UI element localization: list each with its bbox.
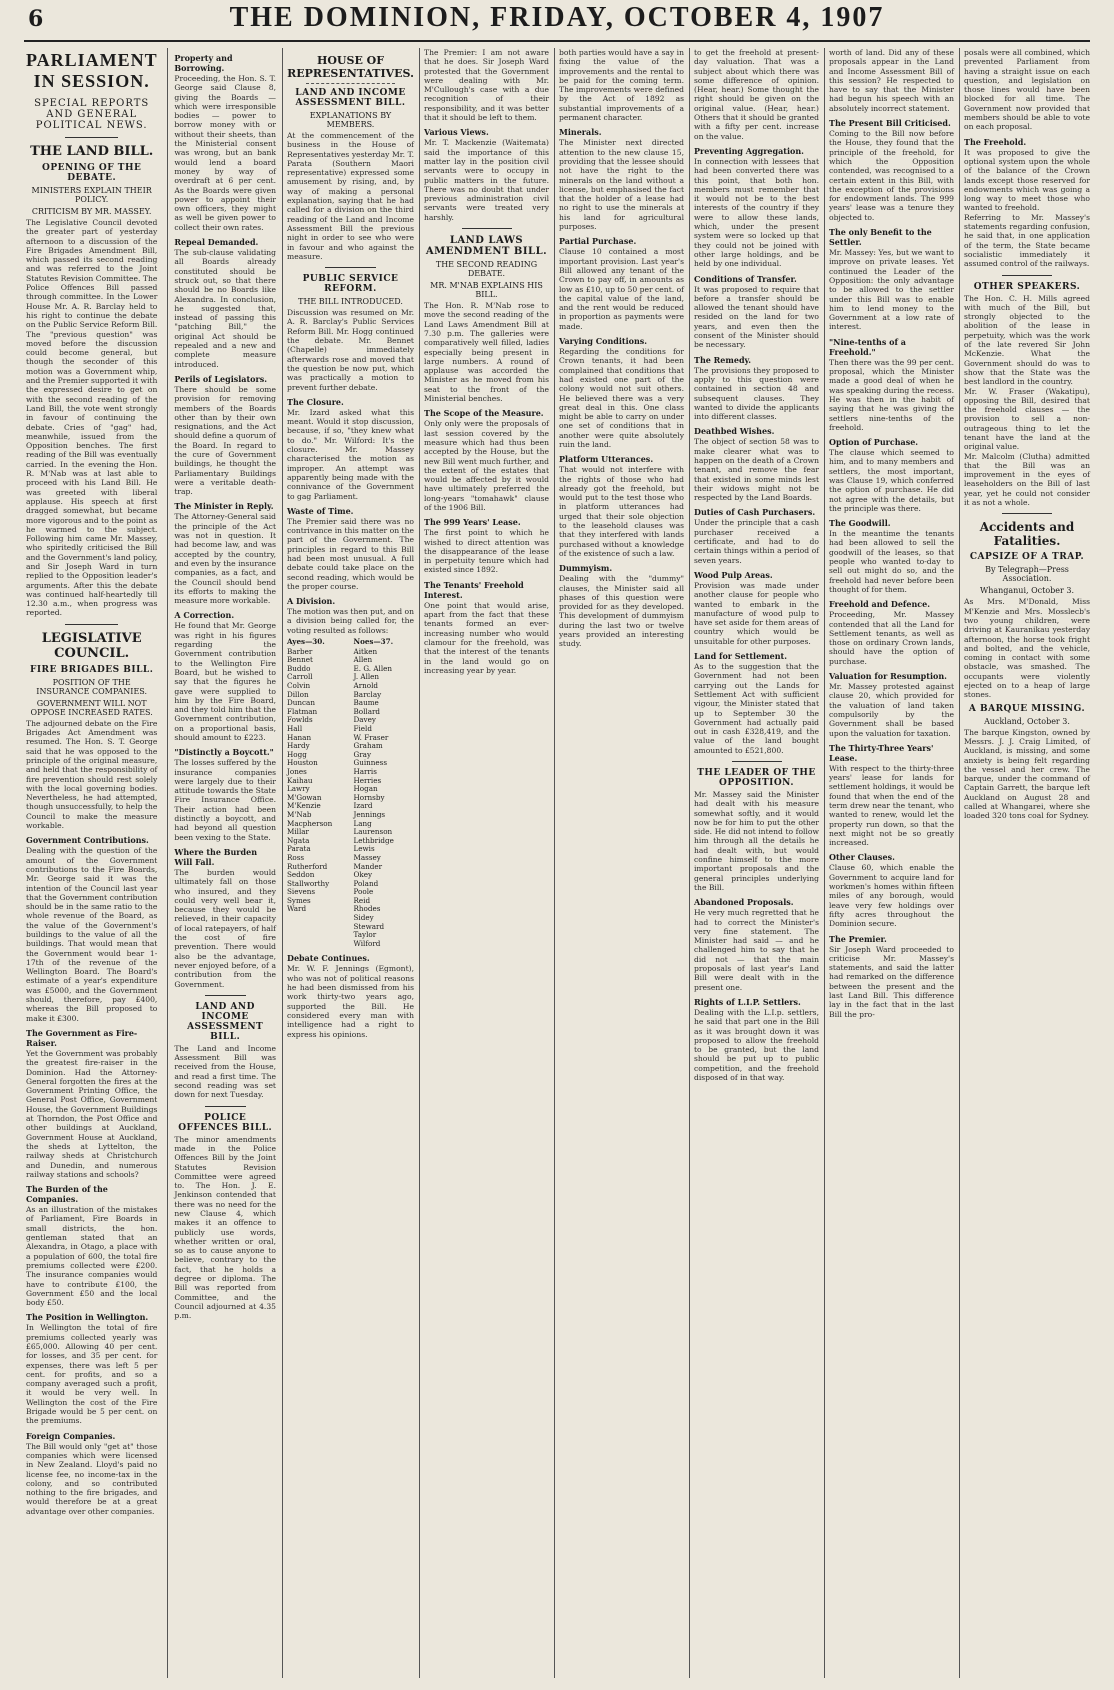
section-heading: The 999 Years' Lease. bbox=[424, 517, 521, 528]
member-name: Barber bbox=[287, 646, 313, 656]
opposition-title: THE LEADER OF THE OPPOSITION. bbox=[697, 768, 816, 788]
council-deck-3: GOVERNMENT WILL NOT OPPOSE INCREASED RATES. bbox=[30, 698, 153, 717]
member-name: Poole bbox=[353, 887, 374, 897]
section-text: Mr. T. Mackenzie (Waitemata) said the importance of this matter lay in the position civil servants were to occupy in public matters in the future. There was no doubt that under previous administration civil servants were treated very harshly. bbox=[424, 138, 549, 222]
member-name: Allen bbox=[353, 655, 373, 665]
section-heading: The Tenants' Freehold Interest. bbox=[424, 579, 524, 600]
section-heading: Abandoned Proposals. bbox=[694, 897, 794, 908]
member-name: Graham bbox=[353, 741, 383, 751]
land-laws-sub: THE SECOND READING DEBATE. bbox=[435, 260, 538, 279]
divider bbox=[65, 137, 118, 138]
section-text: Only only were the proposals of last session covered by the measure which had thus been accepted by the House, but the new Bill went much further, and the extent of the estates that would be affected by it would have ultimately preferred the long-years "tomahawk" clause of the 1906 Bill. bbox=[424, 419, 549, 512]
council-article: The adjourned debate on the Fire Brigades Act Amendment was resumed. The Hon. S. T. George said that he was opposed to the principle of the original measure, and held that the responsibility of fire prevention should rest solely with the local governing bodies. Nevertheless, he had attempted, though unsuccessfully, to help the Council to make the measure workable. bbox=[26, 718, 158, 831]
intro-text: both parties would have a say in fixing the value of the improvements and the rental to be paid for the coming term. The improvements were defined by the Act of 1892 as substantial improvements of a permanent character. bbox=[559, 48, 684, 123]
member-name: W. Fraser bbox=[353, 732, 389, 742]
page-number: 6 bbox=[28, 6, 44, 32]
section-text: Proceeding, the Hon. S. T. George said Clause 8, giving the Boards — which were irresponsible bodies — power to borrow money with or without their sheets, than the Ministerial consent was wrong, but an bank would lend a board money by way of overdraft at 6 per cent. As the Boards were given power to appoint their own officers, they might as well be given power to collect their own rates. bbox=[174, 74, 276, 232]
section-heading: The Government as Fire-Raiser. bbox=[26, 1027, 138, 1048]
column-divider bbox=[824, 48, 825, 1678]
column-1b bbox=[167, 48, 276, 1678]
section-heading: The Position in Wellington. bbox=[26, 1312, 149, 1323]
section-heading: Deathbed Wishes. bbox=[694, 426, 775, 437]
intro-text: worth of land. Did any of these proposals appear in the Land and Income Assessment Bill of this session? He respected to have to say that the Minister had begun his speech with an absolutely incorrect statement. bbox=[829, 48, 954, 113]
column-6 bbox=[694, 48, 819, 1678]
land-laws-deck: MR. M'NAB EXPLAINS HIS BILL. bbox=[430, 281, 543, 300]
member-name: Millar bbox=[287, 827, 309, 837]
column-3 bbox=[287, 48, 414, 1678]
section-text: The sub-clause validating all Boards already constituted should be struck out, so that there should be no Boards like Alexandra. In conclusion, he suggested that, instead of passing this "patching Bill," the original Act should be repealed and a new and complete measure introduced. bbox=[174, 248, 276, 369]
member-name: Lang bbox=[353, 818, 372, 828]
member-name: Hornsby bbox=[353, 792, 385, 802]
section-text: With respect to the thirty-three years' lease for lands for settlement holdings, it would be found that when the end of the term drew near the tenant, who wanted to renew, would let the property run down, so that the next might not be so greatly increased. bbox=[829, 763, 954, 848]
member-name: Bennet bbox=[287, 655, 313, 665]
section-text: Clause 10 contained a most important provision. Last year's Bill allowed any tenant of the Crown to pay off, in amounts as low as £10, up to 50 per cent. of the capital value of the land, and the rent would be reduced in proportion as payments were made. bbox=[559, 247, 684, 331]
member-name: Lewis bbox=[353, 844, 375, 854]
member-name: Fowlds bbox=[287, 715, 313, 725]
section-heading: A Correction. bbox=[174, 610, 235, 621]
noes-names bbox=[354, 648, 415, 949]
section-heading: The Minister in Reply. bbox=[174, 501, 274, 512]
member-name: Taylor bbox=[353, 930, 377, 940]
section-heading: The Closure. bbox=[287, 396, 344, 407]
section-text: Mr. Malcolm (Clutha) admitted that the Bill was an improvement in the eyes of leaseholders on the Bill of last year, yet he could not consider it as not a whole. bbox=[964, 451, 1090, 508]
section-text: In the meantime the tenants had been allowed to sell the goodwill of the leases, so that people who wanted to-day to sell out might do so, and the freehold had never before been thought of for them. bbox=[829, 529, 954, 594]
section-text: The Hon. C. H. Mills agreed with much of the Bill, but strongly objected to the abolition of the lease in perpetuity, which was the work of the late revered Sir John McKenzie. What the Government should do was to show that the State was the best landlord in the country. bbox=[964, 293, 1090, 387]
member-name: Rhodes bbox=[353, 904, 381, 914]
section-heading: The Goodwill. bbox=[829, 518, 891, 529]
section-heading: Option of Purchase. bbox=[829, 437, 919, 448]
section-text: Referring to Mr. Massey's statements regarding confusion, he said that, in one application of the term, the State became socialistic immediately it assumed control of the railways. bbox=[964, 212, 1090, 269]
section-text: Regarding the conditions for Crown tenants, it had been complained that conditions that had existed one part of the colony would not suit others. He believed there was a very great deal in this. One class might be able to carry on under one set of conditions that in another were quite absolutely ruin the land. bbox=[559, 347, 684, 449]
intro-text: to get the freehold at present-day valuation. That was a subject about which there was some difference of opinion. (Hear, hear.) Some thought the right should be given on the original value. (Hear, hear.) Others that it should be granted with a fifty per cent. increase on the value. bbox=[694, 48, 819, 141]
member-name: Wilford bbox=[353, 938, 381, 948]
section-heading: Property and Borrowing. bbox=[174, 53, 233, 73]
section-text: Then there was the 99 per cent. proposal, which the Minister made a good deal of when he was speaking during the recess. He was then in the habit of saying that he was giving the settlers nine-tenths of the freehold. bbox=[829, 357, 954, 432]
section-text: Proceeding, Mr. Massey contended that all the Land for Settlement tenants, as well as those on ordinary Crown lands, should have the option of purchase. bbox=[829, 610, 954, 666]
member-name: Ngata bbox=[287, 835, 310, 845]
section-text: The Minister next directed attention to the new clause 15, providing that the lessee should not have the right to the minerals on the land without a license, but emphasised the fact that the holder of a lease had no right to use the minerals at his land for agricultural purposes. bbox=[559, 138, 684, 232]
member-name: Laurenson bbox=[353, 827, 393, 837]
section-text: The Attorney-General said the principle of the Act was not in question. It had become law, and was accepted by the country, and even by the insurance companies, as a fact, and the Council should bend its efforts to making the measure more workable. bbox=[174, 512, 276, 606]
member-name: Houston bbox=[287, 758, 318, 768]
member-name: Symes bbox=[287, 895, 311, 905]
ayes-list bbox=[287, 638, 348, 948]
member-name: Aitken bbox=[353, 646, 378, 656]
land-laws-text: The Hon. R. M'Nab rose to move the second reading of the Land Laws Amendment Bill at 7.30 p.m. The galleries were comparatively well filled, ladies especially being present in large numbers. A round of applause was accorded the Minister as he moved from his seat to the front of the Ministerial benches. bbox=[424, 301, 549, 404]
section-heading: A Division. bbox=[287, 596, 336, 607]
section-text: The Bill would only "get at" those companies which were licensed in New Zealand. Lloyd's paid no license fee, no income-tax in the colony, and so contributed nothing to the fire brigades, and would therefore be at a great advantage over other companies. bbox=[26, 1441, 158, 1516]
column-divider bbox=[689, 48, 690, 1678]
psr-sub: THE BILL INTRODUCED. bbox=[298, 297, 403, 307]
member-name: Arnold bbox=[353, 681, 378, 691]
section-text: Mr. Izard asked what this meant. Would it stop discussion, because, if so, "they knew what to do." Mr. Wilford: It's the closure. Mr. Massey characterised the motion as improper. An attempt was apparently being made with the connivance of the Government to gag Parliament. bbox=[287, 407, 414, 501]
council-deck-1: FIRE BRIGADES BILL. bbox=[29, 664, 154, 675]
masthead bbox=[0, 0, 1114, 40]
section-text: Dealing with the "dummy" clauses, the Minister said all phases of this question were provided for as they developed. This development of dummyism during the last two or twelve years provided an interesting study. bbox=[559, 574, 684, 649]
member-name: M'Gowan bbox=[287, 792, 322, 802]
member-name: Jones bbox=[287, 766, 307, 776]
section-text: Coming to the Bill now before the House, they found that the principle of the freehold, for which the Opposition contended, was recognised to a certain extent in this Bill, with the exception of the provisions for endowment lands. The 999 years' lease was a tenure they objected to. bbox=[829, 129, 954, 222]
section-text: The losses suffered by the insurance companies were largely due to their attitude towards the State Fire Insurance Office. Their action had been distinctly a boycott, and had beyond all question been vexing to the State. bbox=[174, 758, 276, 842]
section-text: One point that would arise, apart from the fact that these tenants formed an ever-increasing number who would clamour for the freehold, was that the interest of the tenants in the land would go on increasing year by year. bbox=[424, 600, 549, 675]
li-head: LAND AND INCOME ASSESSMENT BILL. bbox=[295, 88, 406, 108]
divider bbox=[65, 624, 118, 625]
member-name: Reid bbox=[353, 895, 371, 905]
section-heading: The Present Bill Criticised. bbox=[829, 118, 951, 129]
divider bbox=[205, 995, 246, 996]
section-heading: Land for Settlement. bbox=[694, 651, 788, 662]
council-title: LEGISLATIVE COUNCIL. bbox=[41, 630, 142, 661]
section-heading: The only Benefit to the Settler. bbox=[829, 227, 932, 248]
member-name: M'Kenzie bbox=[287, 801, 321, 811]
council-deck-2: POSITION OF THE INSURANCE COMPANIES. bbox=[36, 677, 148, 696]
divider bbox=[1002, 275, 1052, 276]
section-text: In connection with lessees that had been converted there was this point, that both hon. members must remember that it would not be to the best interests of the country if they were to allow these lands, which, under the present system were so locked up that they could not be joined with other large holdings, and be held by one individual. bbox=[694, 156, 819, 269]
member-name: Herries bbox=[353, 775, 382, 785]
section-text: The Premier said there was no contrivance in this matter on the part of the Government. The principles in regard to this Bill had been most unusual. A full debate could take place on the second reading, which would be the proper course. bbox=[287, 516, 414, 591]
section-text: It was proposed to require that before a transfer should be allowed the tenant should have resided on the land for two years, and even then the consent of the Minister should be necessary. bbox=[694, 284, 819, 350]
column-divider bbox=[959, 48, 960, 1678]
section-text: It was proposed to give the optional system upon the whole of the balance of the Crown lands except those reserved for endowments which was going a long way to meet those who wanted to freehold. bbox=[964, 147, 1090, 213]
section-text: Clause 60, which enable the Government to acquire land for workmen's homes within fifteen miles of any borough, would leave very few holdings over fifty acres throughout the Dominion secure. bbox=[829, 863, 954, 929]
section-heading: The Scope of the Measure. bbox=[424, 408, 544, 419]
ayes-names bbox=[287, 648, 348, 914]
section-heading: Rights of L.I.P. Settlers. bbox=[694, 996, 801, 1007]
member-name: Sievens bbox=[287, 887, 316, 897]
land-bill-deck-1: OPENING OF THE DEBATE. bbox=[41, 163, 142, 183]
member-name: Bollard bbox=[353, 706, 381, 716]
land-bill-deck-2: MINISTERS EXPLAIN THEIR POLICY. bbox=[31, 186, 152, 204]
section-heading: Foreign Companies. bbox=[26, 1430, 116, 1441]
member-name: Lawry bbox=[287, 784, 310, 794]
section-text: Under the principle that a cash purchaser received a certificate, and had to do certain things within a period of seven years. bbox=[694, 518, 819, 565]
member-name: Kaihau bbox=[287, 775, 313, 785]
column-divider bbox=[554, 48, 555, 1678]
member-name: Okey bbox=[353, 870, 373, 880]
section-text: The provisions they proposed to apply to this question were contained in section 48 and subsequent clauses. They wanted to divide the applicants into different classes. bbox=[694, 365, 819, 422]
opposition-text: Mr. Massey said the Minister had dealt with his measure somewhat softly, and it would now be for him to put the other side. He did not intend to follow him through all the details he had dealt with, but would confine himself to the more important proposals and the general principles underlying the Bill. bbox=[694, 790, 819, 892]
section-text: The burden would ultimately fall on those who insured, and they could very well bear it, because they would be relieved, in their capacity of local ratepayers, of half the cost of fire prevention. There would also be the advantage, never enjoyed before, of a contribution from the Government. bbox=[174, 867, 276, 989]
section-heading: Duties of Cash Purchasers. bbox=[694, 507, 816, 518]
section-heading: The Burden of the Companies. bbox=[26, 1184, 108, 1205]
section-text: That would not interfere with the rights of those who had already got the freehold, but would put to the test those who in platform utterances had urged that their sole objection to the leasehold clauses was that they interfered with lands purchased without a knowledge of the existence of such a law. bbox=[559, 465, 684, 558]
section-heading: Valuation for Resumption. bbox=[829, 671, 947, 682]
divider bbox=[732, 761, 782, 762]
barque-text: The barque Kingston, owned by Messrs. J. J. Craig Limited, of Auckland, is missing, and some anxiety is being felt regarding the vessel and her crew. The barque, under the command of Captain Garrett, the barque left Auckland on August 28 and called at Whangarei, where she loaded 320 tons coal for Sydney. bbox=[964, 727, 1090, 821]
premier-text: The Premier: I am not aware that he does. Sir Joseph Ward protested that the Government were dealing with Mr. M'Cullough's case with a due recognition of their responsibility, and it was better that it should be left to them. bbox=[424, 48, 549, 123]
land-income-text: The Land and Income Assessment Bill was received from the House, and read a first time. The second reading was set down for next Tuesday. bbox=[174, 1043, 276, 1100]
member-name: Guinness bbox=[353, 758, 388, 768]
member-name: Parata bbox=[287, 844, 311, 854]
section-text: Mr. Massey: Yes, but we want to improve on private leases. Yet continued the Leader of the Opposition: the only advantage to be allowed to the settler under this Bill was to enable him to lend money to the Government at a low rate of interest. bbox=[829, 248, 954, 332]
member-name: Buddo bbox=[287, 663, 311, 673]
section-text: Provision was made under another clause for people who wanted to embark in the manufacture of wood pulp to have set aside for them areas of country which would be unsuitable for other purposes. bbox=[694, 580, 819, 646]
land-laws-title: LAND LAWS AMENDMENT BILL. bbox=[425, 235, 548, 258]
noes-list bbox=[354, 638, 415, 948]
column-divider bbox=[419, 48, 420, 1678]
member-name: Hardy bbox=[287, 741, 310, 751]
member-name: Flatman bbox=[287, 706, 318, 716]
section-heading: "Nine-tenths of a Freehold." bbox=[829, 336, 906, 357]
section-text: Dealing with the L.I.p. settlers, he said that part one in the Bill as it was brought down it was proposed to allow the freehold to be granted, but the land should be put up to public competition, and the freehold disposed of in that way. bbox=[694, 1007, 819, 1083]
section-heading: Dummyism. bbox=[559, 563, 613, 574]
newspaper-title: THE DOMINION, FRIDAY, OCTOBER 4, 1907 bbox=[229, 2, 885, 33]
section-text: The clause which seemed to him, and to many members and settlers, the most important, was Clause 19, which conferred the option of purchase. He did not agree with the details, but the principle was there. bbox=[829, 448, 954, 513]
section-heading: Varying Conditions. bbox=[559, 336, 648, 347]
member-name: Jennings bbox=[353, 809, 386, 819]
section-heading: The Premier. bbox=[829, 933, 887, 944]
land-income-title: LAND AND INCOME ASSESSMENT BILL. bbox=[187, 1001, 264, 1042]
member-name: Ross bbox=[287, 852, 305, 862]
capsize-text: As Mrs. M'Donald, Miss M'Kenzie and Mrs. Mosslecb's two young children, were driving at Kauranikau yesterday afternoon, the horse took fright and bolted, and the vehicle, coming in contact with some obstacle, was smashed. The occupants were violently ejected on to a heap of large stones. bbox=[964, 597, 1090, 700]
member-name: Gray bbox=[353, 749, 372, 759]
member-name: Steward bbox=[353, 921, 385, 931]
accidents-title: Accidents and Fatalities. bbox=[979, 520, 1075, 549]
ayes-label: Ayes—30. bbox=[287, 637, 325, 647]
section-text: In Wellington the total of fire premiums collected yearly was £65,000. Allowing 40 per cent. for losses, and 35 per cent. for expenses, there was left 5 per cent. for profits, and so a company averaged such a profit, it would be very well. In Wellington the cost of the Fire Brigade would be 5 per cent. on the premiums. bbox=[26, 1323, 158, 1426]
member-name: Carroll bbox=[287, 672, 313, 682]
member-name: M'Nab bbox=[287, 809, 312, 819]
land-bill-title: THE LAND BILL. bbox=[30, 144, 154, 159]
capsize-dateline: Whanganui, October 3. bbox=[979, 586, 1075, 596]
column-4 bbox=[424, 48, 549, 1678]
division-list bbox=[287, 638, 414, 948]
member-name: J. Allen bbox=[353, 672, 380, 682]
section-heading: Minerals. bbox=[559, 127, 602, 138]
member-name: Dillon bbox=[287, 689, 309, 699]
member-name: Stallworthy bbox=[287, 878, 330, 888]
member-name: E. G. Allen bbox=[353, 663, 393, 673]
explanations-text: At the commencement of the business in the House of Representatives yesterday Mr. T. Parata (Southern Maori representative) expressed some amusement by rising, and, by way of making a personal explanation, saying that he had called for a division on the third reading of the Land and Income Assessment Bill the previous night in order to see who were in favour and who against the measure. bbox=[287, 131, 414, 261]
land-bill-article: The Legislative Council devoted the greater part of yesterday afternoon to a discussion of the Fire Brigades Amendment Bill, which passed its second reading and was referred to the Joint Statutes Revision Committee. The Police Offences Bill passed through committee. In the Lower House Mr. A. R. Barclay held to his right to continue the debate on the Public Service Reform Bill. The "previous question" was moved before the discussion could become general, but though the seconder of this motion was a Government whip, and the Premier supported it with the expressed desire to get on with the second reading of the Land Bill, the vote went strongly in favour of continuing the debate. Cries of "gag" had, meanwhile, issued from the Opposition benches. The first reading of the Bill was eventually carried. In the evening the Hon. R. M'Nab was at last able to proceed with his Land Bill. He was greeted with liberal applause. His speech at first dragged somewhat, but became more vigorous and to the point as he warmed to the subject. Following him came Mr. Massey, who spiritedly criticised the Bill and the Government's land policy, and Sir Joseph Ward in turn replied to the Opposition leader's arguments. After this the debate was continued half-heartedly till 12.30 a.m., when progress was reported. bbox=[26, 218, 158, 618]
section-heading: Where the Burden Will Fall. bbox=[174, 846, 258, 867]
member-name: Davey bbox=[353, 715, 376, 725]
noes-label: Noes—37. bbox=[353, 637, 394, 647]
column-7 bbox=[829, 48, 954, 1678]
psr-text: Discussion was resumed on Mr. A. R. Barclay's Public Services Reform Bill. Mr. Hogg continued the debate. Mr. Bennet (Chapelle) immediately afterwards rose and moved that the question be now put, which was practically a motion to prevent further debate. bbox=[287, 308, 414, 392]
member-name: Hogg bbox=[287, 749, 307, 759]
section-heading: The Thirty-Three Years' Lease. bbox=[829, 742, 934, 763]
member-name: Hall bbox=[287, 724, 303, 733]
divider bbox=[306, 83, 395, 84]
member-name: Massey bbox=[353, 852, 381, 862]
psr-title: PUBLIC SERVICE REFORM. bbox=[302, 274, 399, 295]
section-text: As an illustration of the mistakes of Parliament, Fire Boards in small districts, the hon. gentleman stated that an Alexandra, in Otago, a place with a population of 600, the total fire premiums collected were £200. The insurance companies would have to contribute £100, the Government £50 and the local body £50. bbox=[26, 1205, 158, 1308]
political-subhead: SPECIAL REPORTS AND GENERAL POLITICAL NEWS. bbox=[34, 98, 150, 131]
section-text: Dealing with the question of the amount of the Government contributions to the Fire Boards, Mr. George said it was the intention of the Council last year that the Government contribution should be in the same ratio to the whole revenue of the Board, as the value of the Government's buildings to the value of all the buildings. That would mean that the Government would bear 1-17th of the revenue of the Wellington Board. The Board's estimate of a year's expenditure was £5000, and the Government should, therefore, pay £400, whereas the Bill proposed to make it £300. bbox=[26, 846, 158, 1023]
member-name: Hogan bbox=[353, 784, 378, 794]
barque-dateline: Auckland, October 3. bbox=[984, 716, 1070, 726]
section-text: Mr. W. Fraser (Wakatipu), opposing the Bill, desired that the freehold clauses — the provision to sell a non-outrageous thing to let the tenant have the land at the original value. bbox=[964, 386, 1090, 452]
police-bill-text: The minor amendments made in the Police Offences Bill by the Joint Statutes Revision Committee were agreed to. The Hon. J. E. Jenkinson contended that there was no need for the new Clause 4, which makes it an offence to publicly use words, whether written or oral, so as to cause anyone to believe, contrary to the fact, that he holds a degree or diploma. The Bill was reported from Committee, and the Council adjourned at 4.35 p.m. bbox=[174, 1134, 276, 1321]
section-text: Yet the Government was probably the greatest fire-raiser in the Dominion. Had the Attorney-General forgotten the fires at the Government Printing Office, the General Post Office, Government House, the Government Buildings at Thorndon, the Post Office and other buildings at Auckland, Government House at Auckland, the sheds at Lyttelton, the railway sheds at Christchurch and Dunedin, and numerous railway stations and schools? bbox=[26, 1048, 158, 1179]
section-heading: Perils of Legislators. bbox=[174, 373, 267, 384]
column-1a bbox=[26, 48, 157, 1678]
member-name: Colvin bbox=[287, 681, 311, 691]
divider bbox=[462, 228, 512, 229]
member-name: Macpherson bbox=[287, 818, 333, 828]
member-name: Sidey bbox=[353, 913, 374, 923]
section-heading: Repeal Demanded. bbox=[174, 237, 259, 248]
land-bill-deck-3: CRITICISM BY MR. MASSEY. bbox=[31, 207, 152, 216]
section-text: The motion was then put, and on a division being called for, the voting resulted as follows: bbox=[287, 607, 414, 635]
section-text: Mr. W. F. Jennings (Egmont), who was not of political reasons he had been dismissed from his work thirty-two years ago, supported the Bill. He considered every man with intelligence had a right to express his opinions. bbox=[287, 964, 414, 1039]
section-heading: Wood Pulp Areas. bbox=[694, 569, 773, 580]
explanations-head: EXPLANATIONS BY MEMBERS. bbox=[309, 111, 392, 129]
section-text: There should be some provision for removing members of the Boards other than by their own resignations, and the Act should define a quorum of the Board. In regard to the cure of Government buildings, he thought the Parliamentary Buildings were a veritable death-trap. bbox=[174, 384, 276, 497]
section-text: He very much regretted that he had to correct the Minister's very fine statement. The Minister had said — and he challenged him to say that he did not — that the main proposals of last year's Land Bill were dealt with in the present one. bbox=[694, 908, 819, 992]
section-text: Sir Joseph Ward proceeded to criticise Mr. Massey's statements, and said the latter had remarked on the difference between the present and the last Land Bill. This difference lay in the fact that in the last Bill the pro- bbox=[829, 944, 954, 1019]
member-name: Barclay bbox=[353, 689, 382, 699]
member-name: Izard bbox=[353, 801, 373, 811]
section-heading: Freehold and Defence. bbox=[829, 599, 931, 610]
member-name: Duncan bbox=[287, 698, 315, 708]
member-name: Poland bbox=[353, 878, 379, 888]
divider bbox=[205, 1106, 246, 1107]
section-heading: Platform Utterances. bbox=[559, 454, 654, 465]
barque-head: A BARQUE MISSING. bbox=[968, 703, 1086, 714]
member-name: Rutherford bbox=[287, 861, 328, 871]
member-name: Baume bbox=[353, 698, 379, 708]
capsize-head: CAPSIZE OF A TRAP. bbox=[969, 552, 1085, 563]
section-heading: Waste of Time. bbox=[287, 505, 354, 516]
other-speakers-title: OTHER SPEAKERS. bbox=[973, 281, 1081, 292]
member-name: Harris bbox=[353, 766, 377, 776]
member-name: Seddon bbox=[287, 870, 315, 880]
column-1 bbox=[26, 48, 276, 1678]
section-text: Mr. Massey protested against clause 20, which provided for the valuation of land taken compulsorily by the Government shall be based upon the valuation for taxation. bbox=[829, 682, 954, 738]
column-divider bbox=[282, 48, 283, 1678]
column-5 bbox=[559, 48, 684, 1678]
section-heading: Partial Purchase. bbox=[559, 236, 637, 247]
section-text: He found that Mr. George was right in his figures regarding the Government contribution to the Wellington Fire Board, but he wished to say that the figures he gave were supplied to him by the Fire Board, and they told him that the Government contribution, on a proportional basis, should amount to £223. bbox=[174, 621, 276, 742]
section-heading: Preventing Aggregation. bbox=[694, 145, 804, 156]
section-heading: The Freehold. bbox=[964, 136, 1027, 147]
house-title: HOUSE OF REPRESENTATIVES. bbox=[287, 54, 414, 80]
section-text: The first point to which he wished to direct attention was the disappearance of the lease in perpetuity tenure which had existed since 1892. bbox=[424, 528, 549, 575]
divider bbox=[325, 267, 376, 268]
member-name: Hanan bbox=[287, 732, 312, 742]
section-text: As to the suggestion that the Government had not been carrying out the Lands for Settlement Act with sufficient vigour, the Minister stated that up to September 30 the Government had actually paid out in cash £328,419, and the value of the land bought amounted to £521,800. bbox=[694, 662, 819, 755]
member-name: Ward bbox=[287, 904, 307, 914]
intro-text: posals were all combined, which prevented Parliament from having a straight issue on each question, and legislation on those lines would have been blocked for all time. The Government now provided that members should be able to vote on each proposal. bbox=[964, 48, 1090, 132]
column-8 bbox=[964, 48, 1090, 1678]
capsize-byline: By Telegraph—Press Association. bbox=[985, 565, 1069, 584]
section-heading: Conditions of Transfer. bbox=[694, 273, 797, 284]
member-name: Mander bbox=[353, 861, 383, 871]
divider bbox=[1002, 513, 1052, 514]
police-bill-title: POLICE OFFENCES BILL. bbox=[178, 1112, 273, 1133]
section-heading: The Remedy. bbox=[694, 354, 752, 365]
section-heading: "Distinctly a Boycott." bbox=[174, 747, 274, 758]
section-heading: Debate Continues. bbox=[287, 953, 370, 964]
section-heading: Other Clauses. bbox=[829, 852, 895, 863]
member-name: Field bbox=[353, 724, 372, 733]
masthead-rule bbox=[24, 40, 1090, 42]
section-heading: Government Contributions. bbox=[26, 835, 149, 846]
member-name: Lethbridge bbox=[353, 835, 394, 845]
section-heading: Various Views. bbox=[424, 127, 489, 138]
parliament-headline: PARLIAMENT IN SESSION. bbox=[26, 50, 158, 91]
section-text: The object of section 58 was to make clearer what was to happen on the death of a Crown tenant, and remove the fear that existed in some minds lest their widows might not be respected by the Land Boards. bbox=[694, 437, 819, 503]
